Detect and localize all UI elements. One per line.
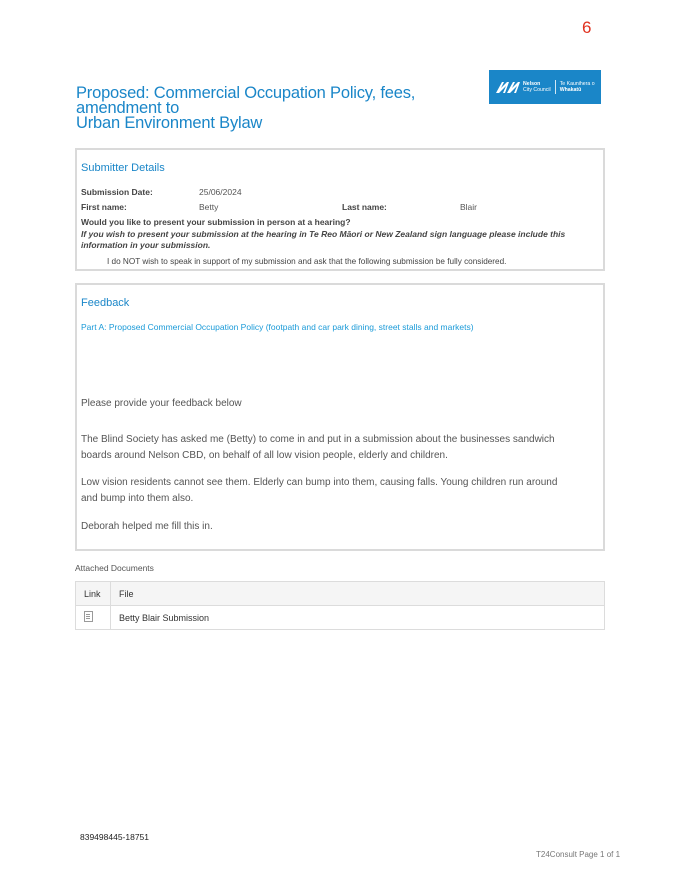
submitter-details-panel (75, 148, 605, 271)
logo-org-line2: City Council (523, 87, 551, 93)
table-row (76, 606, 605, 630)
document-icon[interactable] (84, 611, 93, 622)
feedback-paragraph-1: The Blind Society has asked me (Betty) to come in and put in a submission about the businesses sandwich boards around Nelson CBD, on behalf of all low vision people, elderly and children. (81, 434, 555, 461)
logo-maori-line2: Whakatū (559, 87, 582, 93)
first-name-value: Betty (199, 202, 219, 212)
feedback-paragraph-3: Deborah helped me fill this in. (81, 521, 213, 532)
submitter-heading: Submitter Details (81, 162, 165, 174)
submission-date-value: 25/06/2024 (199, 187, 242, 197)
document-id: 839498445-18751 (80, 832, 150, 842)
attached-documents-table (75, 581, 605, 630)
last-name-label: Last name: (342, 202, 387, 212)
hearing-question: Would you like to present your submission in person at a hearing? (81, 217, 351, 227)
part-a-heading: Part A: Proposed Commercial Occupation Policy (footpath and car park dining, street stalls and markets) (81, 322, 474, 332)
title-line-2: Urban Environment Bylaw (76, 114, 263, 132)
title-line-1: Proposed: Commercial Occupation Policy, fees, amendment to (76, 84, 416, 117)
logo-org-line1: Nelson (523, 81, 541, 87)
attached-documents-heading: Attached Documents (75, 563, 154, 573)
hearing-language-note: If you wish to present your submission at the hearing in Te Reo Māori or New Zealand sign language please include this information in your submission. (81, 229, 566, 250)
council-logo (489, 70, 601, 104)
column-header-link: Link (76, 582, 111, 606)
logo-mark-icon (495, 79, 521, 95)
page-number: 6 (582, 18, 592, 37)
hearing-answer: I do NOT wish to speak in support of my submission and ask that the following submission be fully considered. (107, 257, 507, 266)
feedback-prompt: Please provide your feedback below (81, 398, 242, 409)
attachment-link-cell[interactable] (76, 606, 111, 630)
attachment-file-name[interactable]: Betty Blair Submission (111, 606, 605, 630)
last-name-value: Blair (460, 202, 478, 212)
logo-divider (555, 80, 556, 94)
feedback-panel (75, 283, 605, 551)
page-footer: T24Consult Page 1 of 1 (536, 850, 621, 859)
document-title (76, 86, 496, 131)
feedback-heading: Feedback (81, 297, 130, 309)
logo-maori-line1: Te Kaunihera o (559, 81, 595, 87)
first-name-label: First name: (81, 202, 127, 212)
submission-date-label: Submission Date: (81, 187, 153, 197)
table-header-row (76, 582, 605, 606)
feedback-paragraph-2: Low vision residents cannot see them. Elderly can bump into them, causing falls. Young children run around and bump into them also. (81, 477, 558, 504)
logo-org-text (523, 81, 551, 93)
column-header-file: File (111, 582, 605, 606)
logo-maori-text (560, 81, 595, 93)
